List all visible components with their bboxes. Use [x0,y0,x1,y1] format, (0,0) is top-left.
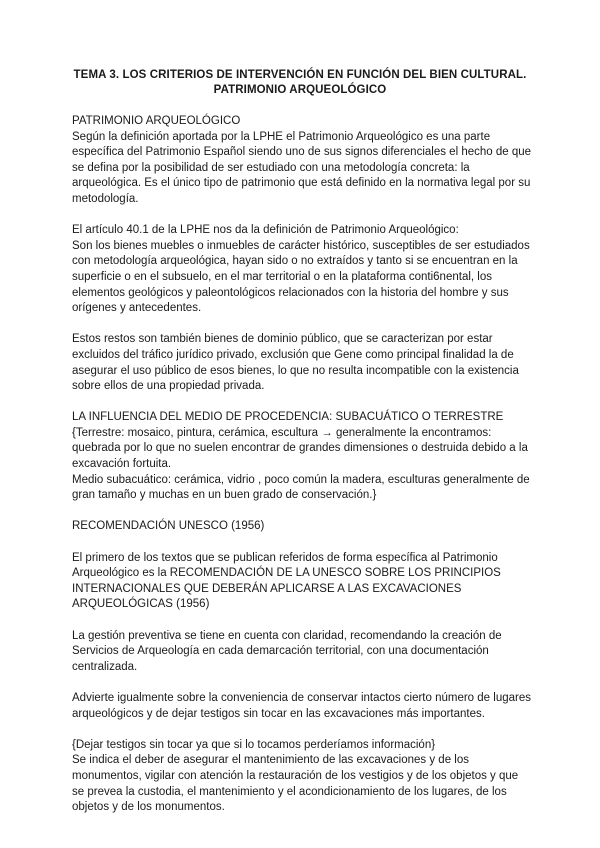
paragraph-definicion-lphe: Según la definición aportada por la LPHE el Patrimonio Arqueológico es una parte específica del Patrimonio Español siendo uno de sus signos diferenciales el hecho de que se defina por la posibilidad de ser estudiado con una metodología concreta: la arqueológica. Es el único tipo de patrimonio que está definido en la normativa legal por su metodología. [72,130,532,205]
paragraph-subacuatico: Medio subacuático: cerámica, vidrio , poco común la madera, esculturas generalmente de gran tamaño y muchas en un buen grado de conservación.} [72,473,530,502]
paragraph-articulo-40: El artículo 40.1 de la LPHE nos da la definición de Patrimonio Arqueológico: [72,224,459,237]
section-heading-patrimonio: PATRIMONIO ARQUEOLÓGICO [72,115,241,127]
paragraph-terrestre: {Terrestre: mosaico, pintura, cerámica, escultura → generalmente la encontramos: quebrada por lo que no suelen encontrar de grandes dimensiones o destruida debido a la excavación fortuita. [72,426,528,471]
title-line-2: PATRIMONIO ARQUEOLÓGICO [213,84,387,96]
paragraph-dejar-testigos: {Dejar testigos sin tocar ya que si lo tocamos perderíamos información} [72,738,436,751]
document-body [72,114,532,816]
section-heading-unesco: RECOMENDACIÓN UNESCO (1956) [72,520,265,533]
paragraph-dominio-publico: Estos restos son también bienes de dominio público, que se caracterizan por estar excluidos del tráfico jurídico privado, exclusión que Gene como principal finalidad la de asegurar el uso público de esos bienes, lo que no resulta incompatible con la existencia sobre ellos de una propiedad privada. [72,333,519,393]
paragraph-definicion-bienes: Son los bienes muebles o inmuebles de carácter histórico, susceptibles de ser estudiados con metodología arqueológica, hayan sido o no extraídos y tanto si se encuentran en la superficie o en el subsuelo, en el mar territorial o en la plataforma conti6nental, los elementos geológicos y paleontológicos relacionados con la historia del hombre y sus orígenes y antecedentes. [72,239,530,315]
title-line-1: TEMA 3. LOS CRITERIOS DE INTERVENCIÓN EN FUNCIÓN DEL BIEN CULTURAL. [73,69,527,81]
paragraph-recomendacion-unesco: El primero de los textos que se publican referidos de forma específica al Patrimonio Arqueológico es la RECOMENDACIÓN DE LA UNESCO SOBRE LOS PRINCIPIOS INTERNACIONALES QUE DEBERÁN APLICARSE A LAS EXCAVACIONES ARQUEOLÓGICAS (1956) [72,551,501,611]
paragraph-mantenimiento: Se indica el deber de asegurar el mantenimiento de las excavaciones y de los monumentos, vigilar con atención la restauración de los vestigios y de los objetos y que se prevea la custodia, el mantenimiento y el acondicionamiento de los lugares, de los objetos y de los monumentos. [72,754,519,814]
paragraph-conservar-intactos: Advierte igualmente sobre la conveniencia de conservar intactos cierto número de lugares arqueológicos y de dejar testigos sin tocar en las excavaciones más importantes. [72,691,531,720]
section-heading-medio-procedencia: LA INFLUENCIA DEL MEDIO DE PROCEDENCIA: SUBACUÁTICO O TERRESTRE [72,411,504,424]
paragraph-gestion-preventiva: La gestión preventiva se tiene en cuenta con claridad, recomendando la creación de Servicios de Arqueología en cada demarcación territorial, con una documentación centralizada. [72,629,502,673]
document-title [60,68,540,98]
